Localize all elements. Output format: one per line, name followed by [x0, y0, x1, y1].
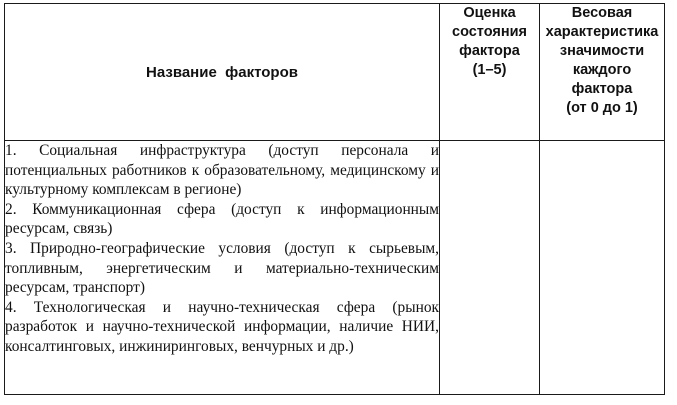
- assessment-header-line: состояния: [452, 24, 527, 40]
- factor-item: 1. Социальная инфраструктура (доступ персонала и потенциальных работников к образовательному, медицинскому и культурному комплексам в регионе): [5, 142, 439, 199]
- header-row: [5, 4, 665, 141]
- factor-name-header: Название факторов: [5, 4, 440, 141]
- weight-header-line: фактора: [571, 81, 633, 97]
- factor-item: 3. Природно-географические условия (доступ к сырьевым, топливным, энергетическим и материально-техническим ресурсам, транспорт): [5, 239, 439, 297]
- factors-row: [5, 141, 665, 395]
- weight-header-line: каждого: [572, 62, 632, 78]
- weight-value-cell[interactable]: [540, 141, 665, 395]
- weight-header-line: Весовая: [571, 5, 633, 21]
- assessment-value-cell[interactable]: [440, 141, 540, 395]
- factor-item: 4. Технологическая и научно-техническая сфера (рынок разработок и научно-технической информации, наличие НИИ, консалтинговых, инжиниринговых, венчурных и др.): [5, 298, 439, 355]
- weight-header-line: значимости: [559, 43, 645, 59]
- assessment-header-line: Оценка: [463, 5, 516, 21]
- weight-header-line: (от 0 до 1): [566, 100, 638, 116]
- weight-header-line: характеристика: [545, 24, 659, 40]
- assessment-header-line: (1–5): [472, 62, 507, 78]
- assessment-header-line: фактора: [459, 43, 520, 59]
- factors-table: [4, 3, 665, 395]
- factor-list-cell: [5, 141, 440, 395]
- weight-header: [540, 4, 665, 141]
- factor-item: 2. Коммуникационная сфера (доступ к информационным ресурсам, связь): [5, 200, 439, 238]
- assessment-header: [440, 4, 540, 141]
